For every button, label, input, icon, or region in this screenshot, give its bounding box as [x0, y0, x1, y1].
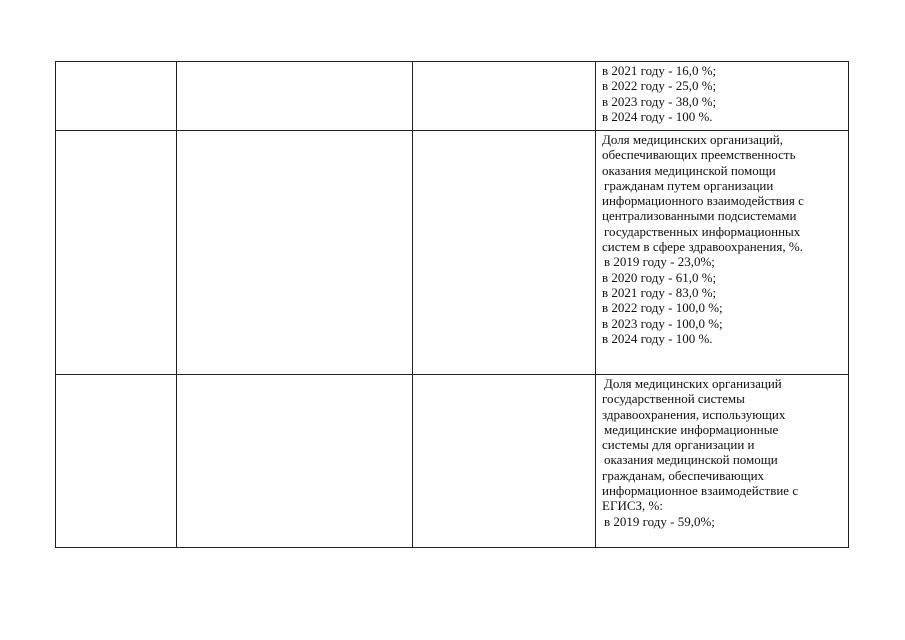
indicator-line: в 2024 году - 100 %. — [602, 108, 713, 124]
indicator-line: гражданам, обеспечивающих — [602, 467, 765, 483]
indicator-line: государственных информационных — [604, 223, 801, 239]
table-row — [56, 131, 849, 375]
table-cell-empty — [56, 131, 177, 375]
table-cell-empty — [56, 375, 177, 548]
table-row — [56, 62, 849, 131]
table-cell-indicator — [596, 62, 849, 131]
indicator-line: в 2023 году - 38,0 %; — [602, 93, 717, 109]
table-cell-indicator — [596, 131, 849, 375]
table-cell-empty — [177, 131, 413, 375]
indicator-line: медицинские информационные — [604, 421, 779, 437]
indicator-line: в 2023 году - 100,0 %; — [602, 315, 723, 331]
indicator-line: централизованными подсистемами — [602, 208, 797, 224]
indicator-line: оказания медицинской помощи — [602, 162, 776, 178]
table-row — [56, 375, 849, 548]
indicator-line: в 2021 году - 83,0 %; — [602, 284, 717, 300]
indicator-line: гражданам путем организации — [604, 177, 774, 193]
indicator-line: в 2020 году - 61,0 %; — [602, 269, 717, 285]
indicator-line: в 2022 году - 100,0 %; — [602, 300, 723, 316]
indicator-line: в 2024 году - 100 %. — [602, 330, 713, 346]
table-cell-empty — [56, 62, 177, 131]
indicator-line: в 2019 году - 23,0%; — [604, 254, 715, 270]
indicator-line: здравоохранения, использующих — [602, 406, 786, 422]
indicator-line: ЕГИСЗ, %: — [602, 498, 663, 514]
table-cell-empty — [177, 62, 413, 131]
indicator-line: информационного взаимодействия с — [602, 193, 804, 209]
table-cell-empty — [177, 375, 413, 548]
indicator-line: информационное взаимодействие с — [602, 483, 799, 499]
indicator-line: Доля медицинских организаций, — [602, 132, 784, 147]
indicator-line: в 2022 году - 25,0 %; — [602, 78, 717, 94]
table-cell-empty — [413, 375, 596, 548]
table-cell-empty — [413, 131, 596, 375]
indicator-line: систем в сфере здравоохранения, %. — [602, 239, 803, 255]
indicator-line: оказания медицинской помощи — [604, 452, 778, 468]
table-cell-indicator — [596, 375, 849, 548]
indicator-line: системы для организации и — [602, 437, 755, 453]
indicator-line: обеспечивающих преемственность — [602, 147, 796, 163]
indicator-line: в 2021 году - 16,0 %; — [602, 63, 717, 78]
indicator-line: государственной системы — [602, 391, 745, 407]
indicators-table — [55, 61, 849, 548]
indicator-line: Доля медицинских организаций — [604, 376, 782, 391]
indicator-line: в 2019 году - 59,0%; — [604, 513, 715, 529]
table-cell-empty — [413, 62, 596, 131]
